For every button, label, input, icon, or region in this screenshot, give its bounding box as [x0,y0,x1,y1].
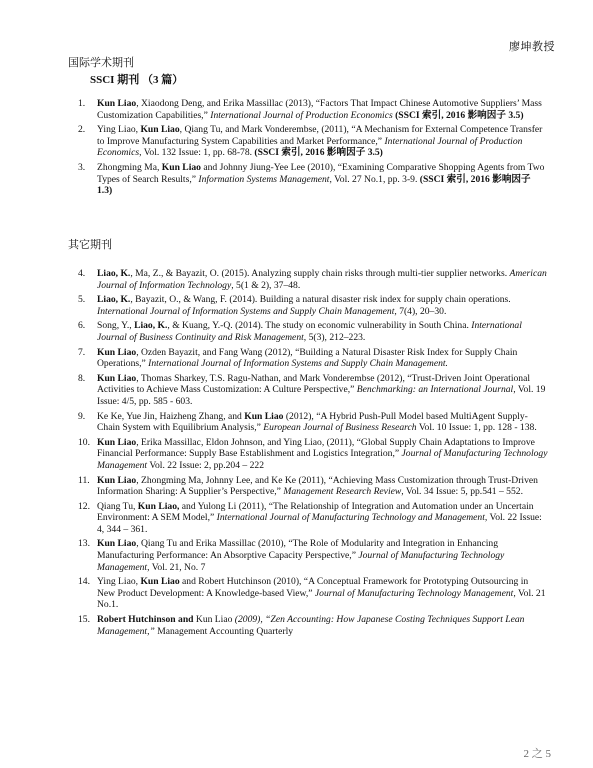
journal-name: European Journal of Business Research [263,422,417,434]
list-item [78,347,548,370]
citation-text: , Qiang Tu and Erika Massillac (2010), “The Role of Modularity and Integration in Enhancing Manufacturing Performance: An Absorptive Capacity Perspective,” [97,538,499,562]
item-number: 14. [78,576,90,588]
citation-text: , & Kuang, Y.-Q. (2014). The study on economic vulnerability in South China. [167,320,472,332]
item-number: 11. [78,474,90,486]
author-bold: Kun Liao [140,124,180,136]
citation-text: and Yulong Li (2011), “The Relationship of Integration and Automation under an Uncertain Environment: A SEM Model,” [97,500,534,524]
list-item [78,320,548,343]
index-note: (SSCI 索引, 2016 影响因子 3.5) [254,147,383,159]
journal-name: International Journal of Production Economics [210,109,393,121]
item-number: 9. [78,410,86,422]
author-bold: Liao, K. [97,294,131,306]
citation-text: Vol. 22 Issue: 2, pp.204 – 222 [147,459,265,471]
list-item [78,268,548,291]
citation-text: , Vol. 132 Issue: 1, pp. 68-78. [139,147,255,159]
citation-text: Ke Ke, Yue Jin, Haizheng Zhang, and [97,410,245,422]
author-bold: Kun Liao [244,410,284,422]
citation-text: , 5(1 & 2), 37–48. [231,279,301,291]
section-heading-other: 其它期刊 [68,239,112,251]
journal-name: American Journal of Information Technology [97,268,547,291]
citation-text: Vol. 22 Issue: 4, 344 – 361. [97,512,542,535]
author-bold: Liao, K. [134,320,168,332]
list-item [78,576,548,611]
author-bold: Kun Liao [161,161,201,173]
author-bold: Kun Liao [97,346,137,358]
author-header: 廖坤教授 [509,41,555,53]
list-item [78,501,548,536]
citation-text: , Vol. 21 No.1. [97,587,546,611]
author-bold: Kun Liao [97,436,137,448]
citation-text: , Zhongming Ma, Johnny Lee, and Ke Ke (2011), “Achieving Mass Customization through Trust-Driven Information Sharing: A Supplier’s Perspective,” [97,474,538,498]
citation-text: , Vol. 27 No.1, pp. 3-9. [329,173,420,185]
author-bold: Kun Liao, [137,500,180,512]
journal-name: International Journal of Information Systems and Supply Chain Management. [148,358,448,370]
item-number: 2. [78,124,86,136]
list-item [78,162,548,197]
journal-name: Journal of Manufacturing Technology Management [97,550,505,573]
citation-text: , 5(3), 212–223. [303,331,366,343]
item-number: 7. [78,346,86,358]
author-bold: Kun Liao [140,576,180,588]
list-item [78,475,548,498]
citation-text: , Ozden Bayazit, and Fang Wang (2012), “Building a Natural Disaster Risk Index for Supply Chain Operations,” [97,346,518,370]
subheading-ssci: SSCI 期刊 （3 篇） [90,74,184,86]
citation-text: , Ma, Z., & Bayazit, O. (2015). Analyzing supply chain risks through multi-tier supplier networks. [130,268,510,279]
citation-text: , Qiang Tu, and Mark Vonderembse, (2011), “A Mechanism for External Competence Transfer to Improve Manufacturing System Capabilities and Market Performance,” [97,124,543,147]
list-item [78,538,548,573]
journal-name: Management Research Review [283,486,402,498]
author-bold: Liao, K. [97,268,131,279]
journal-name: Journal of Manufacturing Technology Management [97,448,548,471]
section-heading-international: 国际学术期刊 [68,57,134,69]
citation-text: Management Accounting Quarterly [157,625,294,637]
list-item [78,124,548,159]
citation-text: , Erika Massillac, Eldon Johnson, and Ying Liao, (2011), “Global Supply Chain Adaptations to Improve Financial Performance: Supply Base Establishment and Logistics Integration,” [97,436,535,460]
author-bold: Kun Liao [97,474,137,486]
list-item [78,98,548,121]
list-item [78,614,548,637]
item-number: 8. [78,372,86,384]
item-number: 6. [78,320,86,332]
author-bold: Kun Liao [97,98,137,109]
citation-text: and Robert Hutchinson (2010), “A Conceptual Framework for Prototyping Outsourcing in New Product Development: A Knowledge-based View,” [97,576,529,599]
citation-text: Zhongming Ma, [97,161,162,173]
item-number: 5. [78,294,86,306]
author-bold: Kun Liao [97,538,137,550]
journal-name: International Journal of Information Systems and Supply Chain Management [97,305,395,317]
citation-text: , Vol. 19 Issue: 4/5, pp. 585 - 603. [97,384,546,407]
journal-name: International Journal of Manufacturing Technology and Management, [216,512,488,524]
journal-name: International Journal of Production Economics [97,135,523,159]
citation-text: Song, Y., [97,320,135,332]
other-publication-list [78,268,548,640]
citation-text: Vol. 10 Issue: 1, pp. 128 - 138. [416,422,537,434]
author-bold: Kun Liao [97,372,137,384]
list-item [78,373,548,408]
citation-text: and Johnny Jiung-Yee Lee (2010), “Examining Comparative Shopping Agents from Two Types of Search Results,” [97,161,545,185]
citation-text: , Vol. 21, No. 7 [147,561,206,573]
item-number: 15. [78,614,90,626]
index-note: (SSCI 索引, 2016 影响因子 3.5) [392,109,524,121]
author-bold: Robert Hutchinson and [97,614,196,626]
citation-text: , Vol. 34 Issue: 5, pp.541 – 552. [401,486,523,498]
citation-text: (2012), “A Hybrid Push-Pull Model based MultiAgent Supply-Chain System with Equilibrium Analysis,” [97,410,528,434]
item-number: 12. [78,500,90,512]
ssci-publication-list [78,98,548,200]
list-item [78,294,548,317]
item-number: 3. [78,161,86,173]
list-item [78,411,548,434]
citation-text: , Bayazit, O., & Wang, F. (2014). Building a natural disaster risk index for supply chain operations. [130,294,511,306]
page-number: 2 之 5 [523,748,551,760]
citation-text: Ying Liao, [97,124,141,136]
journal-name: (2009), “Zen Accounting: How Japanese Costing Techniques Support Lean Management,” [97,614,525,637]
citation-text: , 7(4), 20–30. [394,305,447,317]
citation-text: , Xiaodong Deng, and Erika Massillac (2013), “Factors That Impact Chinese Automotive Suppliers’ Mass Customization Capabilities,” [97,98,542,121]
item-number: 1. [78,98,86,109]
journal-name: Benchmarking: an International Journal [356,384,514,396]
item-number: 10. [78,436,90,448]
index-note: (SSCI 索引, 2016 影响因子 1.3) [97,173,531,197]
journal-name: Information Systems Management [198,173,330,185]
citation-text: Ying Liao, [97,576,141,588]
citation-text: Kun Liao [195,614,233,626]
citation-text: , Thomas Sharkey, T.S. Ragu-Nathan, and Mark Vonderembse (2012), “Trust-Driven Joint Operational Activities to Achieve Mass Customization: A Culture Perspective,” [97,372,531,396]
item-number: 4. [78,268,86,279]
list-item [78,437,548,472]
journal-name: International Journal of Business Continuity and Risk Management [97,320,522,343]
citation-text: Qiang Tu, [97,500,138,512]
item-number: 13. [78,538,90,550]
journal-name: Journal of Manufacturing Technology Management [314,587,514,599]
